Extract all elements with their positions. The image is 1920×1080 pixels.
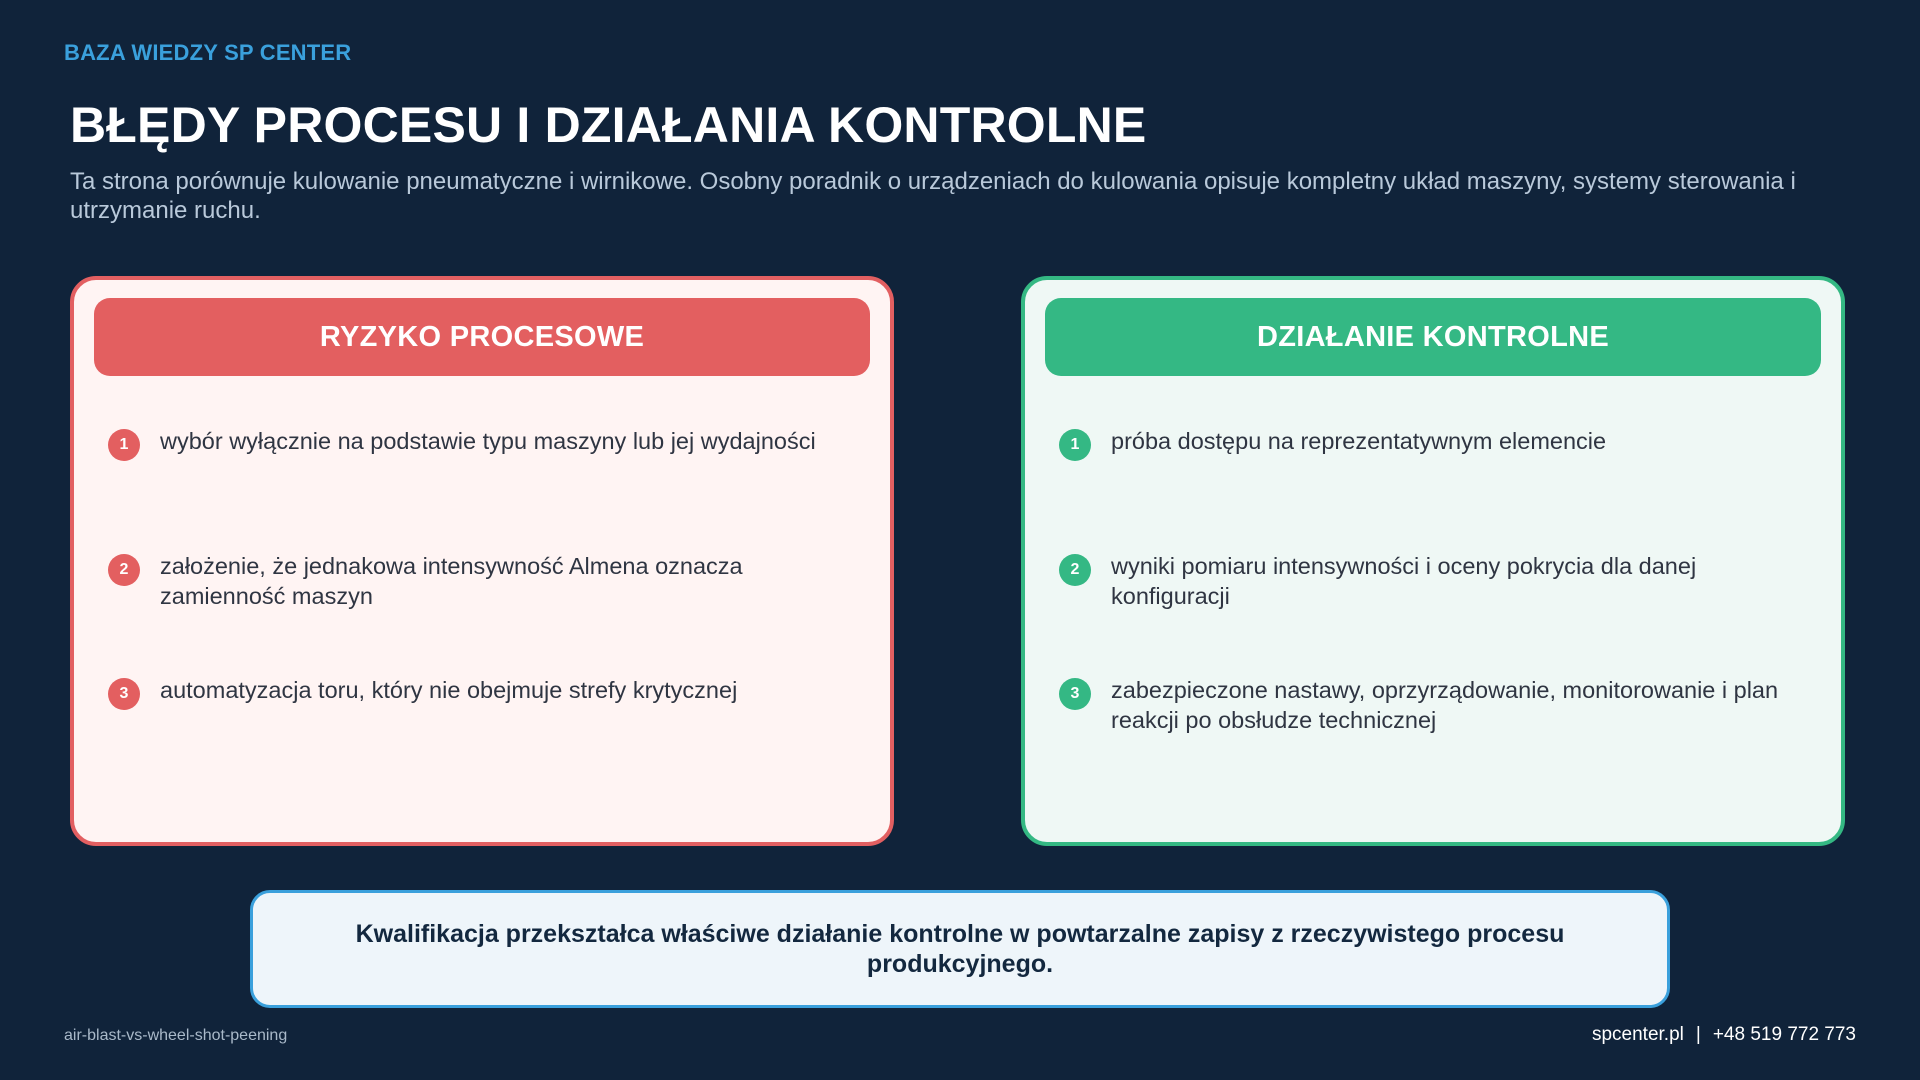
footer-contact (1592, 1024, 1856, 1046)
control-panel-header: DZIAŁANIE KONTROLNE (1045, 298, 1821, 376)
risk-item (108, 675, 860, 710)
number-badge: 2 (108, 554, 140, 586)
number-badge: 2 (1059, 554, 1091, 586)
footer-slug: air-blast-vs-wheel-shot-peening (64, 1027, 288, 1044)
risk-panel-header: RYZYKO PROCESOWE (94, 298, 870, 376)
control-item (1059, 426, 1811, 461)
summary-callout (250, 890, 1670, 1008)
footer-website: spcenter.pl (1591, 1024, 1684, 1045)
footer-separator: | (1695, 1024, 1701, 1045)
risk-panel (70, 276, 894, 846)
control-item-text: zabezpieczone nastawy, oprzyrządowanie, monitorowanie i plan reakcji po obsłudze technicznej (1111, 677, 1779, 733)
risk-item (108, 426, 860, 461)
number-badge: 3 (1059, 678, 1091, 710)
number-badge: 1 (108, 429, 140, 461)
page-title: BŁĘDY PROCESU I DZIAŁANIA KONTROLNE (70, 97, 1147, 153)
summary-text: Kwalifikacja przekształca właściwe działanie kontrolne w powtarzalne zapisy z rzeczywistego procesu produkcyjnego. (355, 920, 1565, 978)
control-item-text: wyniki pomiaru intensywności i oceny pokrycia dla danej konfiguracji (1111, 553, 1697, 609)
number-badge: 3 (108, 678, 140, 710)
risk-item (108, 551, 860, 611)
footer-phone: +48 519 772 773 (1712, 1024, 1856, 1045)
control-panel (1021, 276, 1845, 846)
risk-item-text: wybór wyłącznie na podstawie typu maszyny lub jej wydajności (160, 428, 816, 454)
control-item (1059, 551, 1811, 611)
brand-label: BAZA WIEDZY SP CENTER (64, 40, 352, 65)
control-item-text: próba dostępu na reprezentatywnym elemencie (1111, 428, 1607, 454)
number-badge: 1 (1059, 429, 1091, 461)
page-subtitle: Ta strona porównuje kulowanie pneumatyczne i wirnikowe. Osobny poradnik o urządzeniach do kulowania opisuje kompletny układ maszyny, systemy sterowania i utrzymanie ruchu. (70, 168, 1796, 224)
risk-item-text: automatyzacja toru, który nie obejmuje strefy krytycznej (160, 677, 738, 703)
control-item (1059, 675, 1811, 735)
risk-item-text: założenie, że jednakowa intensywność Almena oznacza zamienność maszyn (160, 553, 743, 609)
